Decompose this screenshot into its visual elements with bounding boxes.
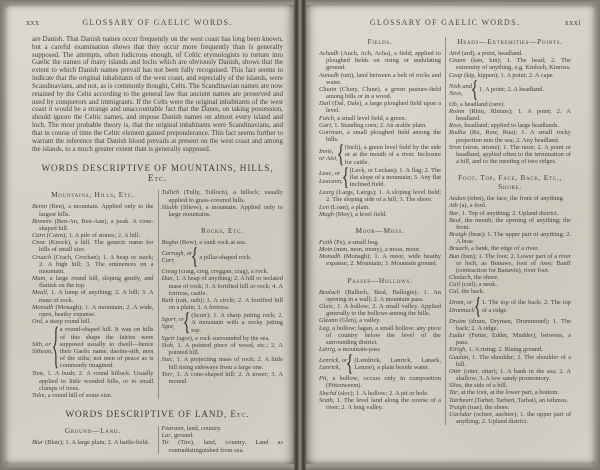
entry-term: Traigh (449, 403, 467, 411)
glossary-entry: Bun (bun); 1. The foot; 2. Lower part of a river or loch, as Bunawe, foot of Awe; Banff (contraction for Banavie), river foot. (449, 252, 571, 274)
entry-term: Eirigh (449, 346, 466, 354)
glossary-entry: Monadh (Monagh); 1. A mountain; 2. A wide, open, heathy expanse. (32, 303, 154, 318)
entry-term: Feith (319, 238, 333, 246)
glossary-entry (32, 326, 154, 369)
entry-term: Ord (32, 318, 43, 326)
entry-term: Dun (161, 275, 173, 283)
glossary-entry: Moin (men, mon, mony), a moss, moor. (319, 246, 421, 254)
glossary-entry (449, 80, 571, 100)
entry-definition: (Leck, or Leckan); 1. A flag; 2. The flat slope of a mountain; 3. Any flat inclined field. (349, 166, 441, 189)
entry-term: Srath (319, 396, 333, 404)
entry-term: Ath (449, 202, 458, 210)
column-subhead: Passes—Hollows. (347, 275, 413, 285)
entry-term: Sgeir (161, 334, 175, 342)
entry-term: Achadh (319, 50, 339, 57)
entry-term: Stuc (161, 356, 173, 364)
entry-definition: (Lendrick, Lanrick, Lanark, Lenzie), a plain beside water. (354, 357, 441, 372)
entry-term: Druim (449, 317, 466, 325)
entry-term: Goirtean (319, 128, 343, 136)
entry-term: Oitir (449, 367, 462, 375)
glossary-entry: Tir (Tire), land, country. Land as contradistinguished from sea. (161, 439, 283, 454)
glossary-column (319, 36, 441, 425)
glossary-entry (319, 167, 441, 189)
glossary-entry: Fearann, land, country. (161, 425, 222, 433)
glossary-entry (449, 297, 571, 317)
glossary-entry: Bar, 1. Top of anything; 2. Upland district. (449, 209, 559, 217)
entry-term: Creag (161, 268, 178, 276)
entry-term: Leac, or Leacann, (319, 170, 343, 185)
glossary-entry: Lar, ground. (161, 432, 194, 440)
column-subhead: Moor—Moss. (355, 225, 405, 235)
glossary-entry: Dail (Dal, Dale), a large ploughed field upon a level. (319, 100, 441, 115)
column-subhead: Heads—Extremities—Points. (457, 37, 563, 46)
column-subhead: Mountains, Hills, Etc. (51, 190, 135, 200)
glossary-entry: Cuil (coil), a neuk. (449, 281, 498, 289)
entry-term: Beul (449, 216, 461, 224)
glossary-entry: Srath, 1. The level land along the course of a river; 2. A long valley. (319, 396, 441, 411)
glossary-entry: Ross, headland; applied to large headlands. (449, 122, 560, 130)
section-heading-land: WORDS DESCRIPTIVE OF LAND, Etc. (65, 409, 250, 420)
entry-term: Blar (32, 439, 44, 447)
column-subhead: Foot, Top, Face, Back, Etc., Shore. (458, 173, 562, 192)
glossary-entry: Sron (stron, strone); 1. The nose; 2. A point or headland, applied often to the termination of a hill, and to the meeting of two ridges. (449, 143, 571, 166)
glossary-entry: Roinn (Rhin, Rhinns); 1. A point; 2. A headland. (449, 107, 571, 123)
glossary-entry: Dun, 1. A heap of anything; 2. A hill or isolated mass of rock; 3. A fortified hill or rock; 4. A fortress, castle. (161, 275, 283, 297)
column-rule (158, 426, 159, 454)
entry-term: Lon (319, 203, 329, 211)
glossary-entry: Learg (Largs, Lairgs); 1. A sloping level field; 2. The sloping side of a hill; 3. The shore. (319, 189, 441, 204)
running-title: GLOSSARY OF GAELIC WORDS. (82, 18, 233, 27)
glossary-column (449, 36, 571, 425)
entry-term: Stob (161, 342, 173, 349)
glossary-entry: Cladach, the shore. (449, 274, 499, 282)
entry-term: Lenrick, or Lanrick, (319, 357, 348, 372)
entry-term: Gualan (449, 353, 469, 361)
entry-term: Rudha (449, 129, 466, 137)
glossary-entry: Magh (Moy), a level field. (319, 210, 387, 218)
entry-term: Roinn (449, 107, 465, 115)
entry-term: Monadh (32, 303, 54, 311)
entry-term: Faich (319, 114, 334, 122)
entry-term: Lar (161, 432, 171, 440)
entry-term: Beinn (32, 203, 47, 211)
glossary-entry (319, 144, 441, 166)
glossary-entry: Tolm, a round hill of some size. (32, 391, 113, 399)
glossary-entry (162, 312, 284, 334)
glossary-entry: Creag (craig, creg, creggan, crag), a rock. (161, 268, 269, 276)
glossary-entry: Cnoc (Knock), a hill. The generic name for hills of small size. (32, 239, 154, 254)
entry-definition: 1. The top of the back; 2. The top of a ridge. (481, 299, 571, 314)
glossary-entry: Ord, a steep round hill. (32, 318, 92, 326)
glossary-entry: Pit, a hollow; occurs only in composition (Pittenweem). (319, 375, 441, 390)
glossary-entry: Tullich (Tully, Tulloch), a hillock; usually applied to grass-covered hills. (161, 189, 283, 204)
entry-term: Ross (449, 122, 462, 130)
entry-term: Meall (32, 289, 47, 297)
glossary-entry: Druim (drum, Drymen, Drummond); 1. The back; 2. A ridge. (449, 317, 571, 332)
entry-term: Bogha (161, 239, 179, 247)
entry-term: Aonadh (319, 71, 339, 79)
entry-term: Uachdar (449, 410, 472, 418)
running-title: GLOSSARY OF GAELIC WORDS. (369, 18, 521, 27)
glossary-entry: Sgeir (sgor), a rock surrounded by the sea. (161, 334, 270, 342)
glossary-entry: Eadar (Fetter, Edder, Mudder), between, a pass. (449, 331, 571, 347)
entry-term: Fearann (161, 425, 184, 433)
entry-term: Tullich (161, 189, 180, 197)
glossary-entry: Uachdar (ochter, auchter); 1. the upper part of anything; 2. Upland district. (449, 410, 571, 426)
glossary-column (32, 425, 154, 454)
glossary-entry: Torr, 1. A cone-shaped hill; 2. A tower; 3. A mound. (161, 370, 283, 385)
entry-term: Eadar (449, 331, 465, 339)
entry-term: Nish and Ness, (449, 82, 472, 97)
glossary-entry: Rudha (Ru, Row, Rua); 1. A small rocky projection into the sea; 2. Any headland. (449, 129, 571, 144)
glossary-entry: Ob, a headland (rare). (449, 100, 505, 108)
entry-term: Slochd (319, 389, 337, 397)
glossary-entry: Rath (rait, rath); 1. A circle; 2. A fortified hill on a plain; 3. A fortress. (161, 296, 283, 312)
entry-term: Learg (319, 189, 335, 197)
glossary-entry: Blar (Blair); 1. A large plain; 2. A battle-field. (32, 439, 150, 447)
page-number-left: xxx (26, 18, 40, 27)
glossary-entry: Cluain (Cluny, Clune), a green pasture-field among hills or in a wood. (319, 85, 441, 101)
entry-term: Pit (319, 375, 327, 383)
intro-paragraph: are Danish. That Danish names occur frequently on the west coast has long been known, but a careful examination shows that they occur more frequently than is generally supposed. The attempts, often ludicrous enough, of Celtic etymologists to torture into Gaelic the names of many islands and lochs which are obviously Danish, shows that the extent to which Danish names prevail has not been fully recognised. This fact seems to indicate that the original inhabitants of the west coast, and especially of the islands, were Scandinavians, and not, as is commonly thought, Celts. The Scandinavian names are now retained by the Celts according to the general law that ancient names are preserved and used by conquerors and immigrants. If the Celts were the original inhabitants of the west coast it would be a strange and unaccountable fact that the Danes, on taking possession, should ignore the Celtic names, and impose Danish names on almost every island and loch. The most probable theory is, that the original inhabitants were Scandinavians, and that in course of time the Celtic element gained preponderance. This fact seems further to warrant the inference that Danish blood prevails at present on the west coast and among the islands, to a much greater extent than is generally supposed. (32, 35, 283, 153)
glossary-entry: Stob, 1. A pointed piece of wood, etc.; 2. A pointed hill. (161, 342, 283, 357)
entry-term: Aird (449, 50, 461, 57)
glossary-entry: Eirigh, 1. A rising; 2. Rising ground. (449, 346, 543, 354)
glossary-entry: Ceap (kip, kippen); 1. A point; 2. A cape. (449, 71, 555, 79)
glossary-columns-mountains (32, 189, 283, 399)
entry-term: Sron (449, 143, 461, 151)
running-header (319, 18, 581, 27)
entry-term: Lag (319, 324, 329, 332)
glossary-entry (162, 247, 284, 267)
glossary-entry: Beinn (Ben), a mountain. Applied only to the largest hills. (32, 203, 154, 218)
entry-term: Bun (449, 252, 460, 260)
glossary-entry: Feith (Fe), a small bog. (319, 238, 380, 246)
entry-term: Lairig (319, 346, 335, 354)
glossary-entry: Carn (Cairn); 1. A pile of stones; 2. A hill. (32, 232, 140, 240)
entry-term: Tir (161, 439, 169, 447)
entry-term: Bealach (319, 288, 340, 296)
glossary-entry: Tar, at the foot, at the lower part, a bottom. (449, 389, 559, 397)
glossary-entry: Oitir (otter, ottar); 1. A bank in the sea; 2. A shallow; 3. A low sandy promontory. (449, 367, 571, 383)
section-heading-mountains: WORDS DESCRIPTIVE OF MOUNTAINS, HILLS, Etc. (41, 163, 274, 184)
entry-term: Drom, or Dronnach (449, 299, 475, 314)
entry-definition: a round-shaped hill. It was on hills of this shape the fairies were supposed usually to dwell—hence their Gaelic name, daoine-sith, men of the siths; not men of peace as is commonly imagined. (59, 326, 154, 370)
glossary-entry: Goirtean, a small ploughed field among the hills. (319, 128, 441, 144)
entry-term: Cluain (319, 85, 337, 93)
column-subhead: Ground—Land. (64, 426, 121, 436)
glossary-entry: Bogha (Bow), a sunk rock at sea. (161, 239, 247, 247)
glossary-entry: Slochd (sloc); 1. A hollow; 2. A pit or hole. (319, 389, 429, 397)
running-header (26, 18, 283, 27)
column-rule (445, 37, 446, 425)
glossary-entry: Gualan, 1. The shoulder; 2. The shoulder of a hill. (449, 353, 571, 368)
glossary-entry: Traigh (trae), the shore. (449, 403, 510, 411)
glossary-entry: Aodan (eden), the face, the front of anything. (449, 195, 565, 203)
entry-term: Ceap (449, 71, 463, 79)
entry-term: Mam (32, 275, 46, 283)
glossary-columns (319, 36, 571, 425)
entry-term: Tairbeart (449, 396, 473, 404)
glossary-column (162, 189, 284, 399)
glossary-entry: Slios, the side of a hill. (449, 382, 508, 390)
entry-term: Cul (449, 288, 459, 296)
glossary-entry: Gleann (Glen), a valley. (319, 317, 381, 325)
entry-term: Gleann (319, 317, 338, 325)
entry-term: Glaic (319, 302, 334, 310)
glossary-entry: Tairbeart (Tarbet, Tarbert, Tarbat), an isthmus. (449, 396, 569, 404)
column-subhead: Fields. (367, 37, 393, 46)
column-rule (158, 190, 159, 399)
entry-definition: 1. A point; 2. A headland. (478, 86, 544, 94)
entry-term: Dail (319, 100, 331, 108)
entry-term: Monadh (319, 253, 341, 261)
entry-term: Cuil (449, 281, 461, 289)
entry-term: Sgorr, or Sgur, (161, 315, 185, 331)
entry-definition: (Inch), a green level field by the side or at the mouth of a river. Inclosure for cattle. (344, 144, 441, 166)
entry-term: Cnoc (32, 239, 46, 247)
glossary-entry: Lon (Loan), a plain. (319, 203, 370, 211)
glossary-column (32, 189, 154, 399)
left-page (5, 5, 294, 464)
glossary-entry (319, 354, 441, 374)
entry-term: Ob (449, 100, 457, 108)
glossary-entry: Glaic, 1. A hollow; 2. A small valley. Applied generally to the hollows among the hills. (319, 302, 441, 318)
glossary-entry: Gart, 1. Standing corn; 2. An arable plain. (319, 121, 427, 129)
entry-definition: a pillar-shaped rock. (199, 253, 252, 261)
glossary-entry: Aird (ard), a point, headland. (449, 50, 523, 57)
entry-term: Tar (449, 389, 458, 397)
glossary-entry: Bealach (Balloch, Beal, Ballogie); 1. An opening in a wall; 2. A mountain pass. (319, 288, 441, 303)
page-gutter (294, 0, 306, 470)
entry-definition: (Scuir); 1. A sharp jutting rock; 2. A mountain with a rocky jutting top. (191, 312, 283, 334)
entry-term: Tom (32, 370, 43, 378)
entry-term: Carragh, or Carr, (161, 250, 193, 265)
glossary-entry: Lairig, a mountain-pass (319, 346, 380, 354)
glossary-entry: Stuc, 1. A projecting mass of rock; 2. A little hill rising sideways from a large one. (161, 356, 283, 371)
entry-term: Binnein (32, 217, 52, 225)
entry-term: Torr (161, 370, 173, 378)
entry-term: Innis, or Aisi, (319, 147, 338, 162)
entry-term: Sith, or Sithean, (32, 340, 53, 355)
glossary-entry: Binnein (Ben-An, Ben-Aan), a peak. A cone-shaped hill. (32, 217, 154, 232)
glossary-entry: Aonadh (uni), land between a belt of rocks and water. (319, 71, 441, 86)
entry-term: Carn (32, 232, 46, 240)
glossary-entry: Cruach (Crach, Crochan); 1. A heap or stack; 2. A high hill; 3. The eminences on a mountain. (32, 253, 154, 275)
glossary-column (162, 425, 284, 454)
glossary-entry: Mam, a large round hill, sloping gently, and flattish on the top. (32, 275, 154, 290)
glossary-entry: Tom, 1. A bush; 2. A round hillock. Usually applied to little wooded hills, or to small clumps of trees. (32, 370, 154, 392)
entry-term: Gart (319, 121, 332, 129)
entry-term: Moin (319, 246, 333, 254)
glossary-entry: Lag, a hollow; lagan, a small hollow; any piece of country below the level of the surrounding district. (319, 324, 441, 346)
glossary-columns-land (32, 425, 283, 454)
entry-term: Cladach (449, 274, 471, 282)
entry-term: Ceann (449, 57, 466, 65)
entry-term: Sliabh (161, 203, 178, 211)
glossary-entry: Faich, a small level field, a green. (319, 114, 407, 122)
entry-term: Braigh (449, 231, 467, 239)
right-page (306, 5, 595, 464)
glossary-entry: Ceann (ken, kin); 1. The head; 2. The extremity of anything, e.g. Kinloch, Kinross. (449, 57, 571, 72)
entry-term: Tolm (32, 391, 45, 399)
entry-term: Slios (449, 382, 462, 390)
glossary-entry: Ath (a), a ford. (449, 202, 487, 210)
entry-term: Rath (161, 296, 174, 304)
glossary-entry: Bruach, a bank, the edge of a river. (449, 245, 539, 253)
glossary-entry: Monadh (Monagh); 1. A moor, wide heathy expanse; 2. Mountain; 3. Mountain ground. (319, 253, 441, 268)
entry-term: Cruach (32, 253, 52, 261)
glossary-entry: Cul, the back. (449, 288, 485, 296)
glossary-entry: Sliabh (Slieve), a mountain. Applied only to large mountains. (161, 203, 283, 218)
glossary-entry: Meall, 1. A lump of anything; 2. A hill; 3. A mass of rock. (32, 289, 154, 304)
glossary-entry: Beul, the mouth; the opening of anything; the front. (449, 216, 571, 231)
entry-term: Bruach (449, 245, 468, 253)
entry-term: Bar (449, 209, 459, 217)
glossary-entry: Achadh (Auch, Ach, Acha), a field; applied to ploughed fields on rising or undulating ground. (319, 50, 441, 72)
glossary-entry: Braigh (brae); 1. The upper part of anything; 2. A brae. (449, 231, 571, 246)
column-subhead: Rocks, Etc. (201, 226, 244, 236)
page-number-right: xxxi (564, 18, 581, 27)
entry-term: Aodan (449, 195, 466, 203)
entry-term: Magh (319, 210, 334, 218)
